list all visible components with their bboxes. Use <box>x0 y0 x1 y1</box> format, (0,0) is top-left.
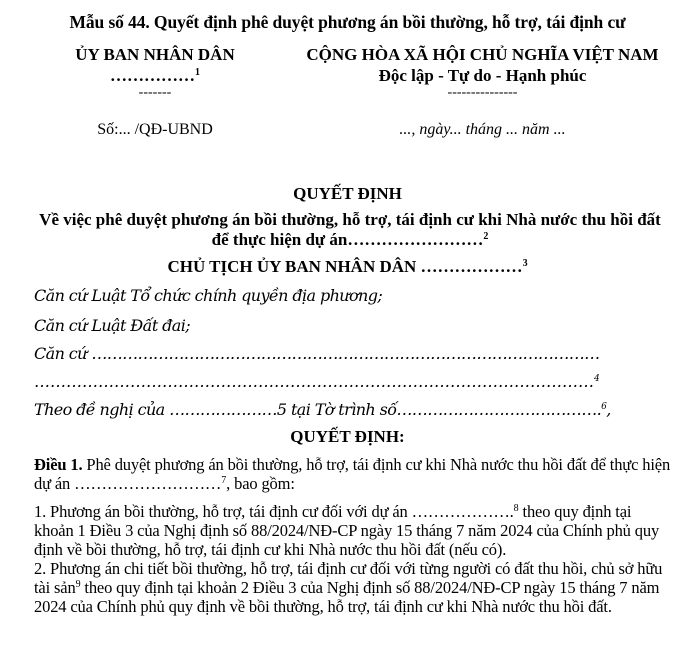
motto-separator: --------------- <box>447 85 518 100</box>
agency-blank-line <box>30 65 280 86</box>
proposal-comma: , <box>606 400 611 419</box>
footnote-ref-9: 9 <box>75 579 81 590</box>
article-1-tail: , bao gồm: <box>226 474 295 493</box>
national-header <box>270 44 695 140</box>
country-name: CỘNG HÒA XÃ HỘI CHỦ NGHĨA VIỆT NAM <box>306 45 659 64</box>
footnote-ref-7: 7 <box>221 475 227 486</box>
legal-basis-4 <box>34 372 599 391</box>
basis-blank: …………………………………………………………………………………………… <box>34 372 594 391</box>
item-2-tail: theo quy định tại khoản 2 Điều 3 của Nghị định số 88/2024/NĐ-CP ngày 15 tháng 7 năm 2024 của Chính phủ quy định về bồi thường, hỗ trợ, tái định cư khi Nhà nước thu hồi đất. <box>34 578 660 616</box>
decision-title: QUYẾT ĐỊNH <box>293 184 402 203</box>
article-1 <box>34 455 674 493</box>
footnote-ref-6: 6 <box>601 402 607 412</box>
decision-subject <box>30 210 670 250</box>
footnote-ref-3: 3 <box>522 258 528 269</box>
footnote-ref-8: 8 <box>513 503 519 514</box>
article-1-text: Phê duyệt phương án bồi thường, hỗ trợ, tái định cư khi Nhà nước thu hồi đất để thực hiện dự án ……………………… <box>34 455 671 493</box>
footnote-ref-2: 2 <box>483 231 489 242</box>
footnote-ref-4: 4 <box>594 374 600 384</box>
footnote-ref-1: 1 <box>195 67 200 78</box>
article-1-item-1 <box>34 502 674 559</box>
proposal-text: Theo đề nghị của …………………5 tại Tờ trình số…………………………………. <box>34 400 602 419</box>
chairman-text: CHỦ TỊCH ỦY BAN NHÂN DÂN ……………… <box>167 257 523 276</box>
item-2-text: 2. Phương án chi tiết bồi thường, hỗ trợ, tái định cư đối với từng người có đất thu hồi, chủ sở hữu tài sản <box>34 559 663 597</box>
agency-header <box>30 44 280 140</box>
document-number: Số:... /QĐ-UBND <box>97 121 213 138</box>
agency-name: ỦY BAN NHÂN DÂN <box>75 45 235 64</box>
agency-separator: ------- <box>138 85 172 100</box>
subject-text: Về việc phê duyệt phương án bồi thường, hỗ trợ, tái định cư khi Nhà nước thu hồi đất để thực hiện dự án…………………… <box>39 210 661 249</box>
legal-basis-2: Căn cứ Luật Đất đai; <box>34 316 191 335</box>
item-1-tail: theo quy định tại khoản 1 Điều 3 của Nghị định số 88/2024/NĐ-CP ngày 15 tháng 7 năm 2024 của Chính phủ quy định về bồi thường, hỗ trợ, tái định cư khi Nhà nước thu hồi đất (nếu có). <box>34 502 660 559</box>
item-1-text: 1. Phương án bồi thường, hỗ trợ, tái định cư đối với dự án ………………. <box>34 502 514 521</box>
proposal-basis <box>34 400 611 419</box>
legal-basis-1: Căn cứ Luật Tổ chức chính quyền địa phương; <box>34 286 383 305</box>
form-title: Mẫu số 44. Quyết định phê duyệt phương án bồi thường, hỗ trợ, tái định cư <box>69 12 626 32</box>
article-1-label: Điều 1. <box>34 455 83 474</box>
issuing-authority <box>0 257 695 277</box>
agency-blank: …………… <box>110 66 195 85</box>
article-1-item-2 <box>34 559 674 616</box>
legal-basis-3: Căn cứ ……………………………………………………………………………………… <box>34 344 600 363</box>
national-motto: Độc lập - Tự do - Hạnh phúc <box>378 66 587 85</box>
decision-label: QUYẾT ĐỊNH: <box>290 427 405 446</box>
document-date: ..., ngày... tháng ... năm ... <box>399 121 566 138</box>
